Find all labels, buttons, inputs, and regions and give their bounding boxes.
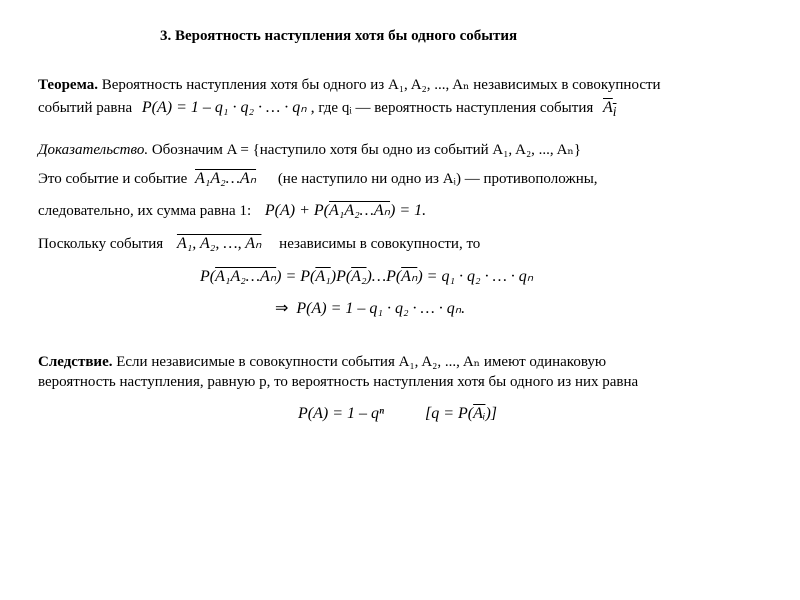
eq1-h: $\overline{A_n}$ — [401, 268, 418, 285]
theorem-event-symbol: A — [603, 99, 613, 116]
proof-text: Обозначим A = {наступило хотя бы одно из событий A₁, A₂, ..., Aₙ} — [151, 142, 582, 158]
proof-line4-formula: A₁, A₂, …, Aₙ — [176, 235, 262, 252]
theorem-event — [603, 99, 617, 120]
proof-line-4 — [38, 233, 480, 253]
proof-label: Доказательство. — [38, 142, 149, 158]
proof-line-1 — [38, 140, 581, 159]
eq1-b: A₁A₂…Aₙ — [215, 268, 277, 285]
eq1-g: )…P( — [366, 268, 402, 285]
proof-line-3 — [38, 200, 426, 220]
eq1-c: ) = P( — [276, 268, 316, 285]
eq1-d: A₁ — [315, 268, 331, 285]
eq1-f: A₂ — [351, 268, 367, 285]
proof-line4-part2: независимы в совокупности, то — [279, 236, 481, 252]
proof-line3-text: следовательно, их сумма равна 1: — [38, 203, 252, 219]
corollary-formula: P(A) = 1 – qⁿ — [298, 405, 385, 422]
proof-equation-2 — [275, 298, 465, 318]
section-title: 3. Вероятность наступления хотя бы одного события — [160, 28, 518, 44]
corollary-note — [425, 405, 497, 423]
proof-line3-formula — [265, 202, 426, 219]
corollary-line-2 — [38, 374, 638, 391]
theorem-formula: P(A) = 1 – q₁ · q₂ · … · qₙ , — [141, 99, 315, 116]
corollary-text-1: Если независимые в совокупности события A₁, A₂, ..., Aₙ имеют одинаковую — [116, 354, 607, 370]
theorem-text-2: событий равна — [38, 100, 133, 116]
proof-line3-formula-a: P(A) + P( — [264, 202, 329, 219]
corollary-note-c: )] — [485, 405, 497, 422]
theorem-label: Теорема. — [38, 77, 98, 93]
proof-line2-formula: A₁A₂…Aₙ — [195, 170, 257, 187]
proof-line-2 — [38, 168, 598, 188]
proof-equation-1 — [200, 266, 533, 286]
corollary-note-b: $\overline{Aᵢ}$ — [473, 405, 486, 422]
eq1-i: ) = q₁ · q₂ · … · qₙ — [417, 268, 534, 285]
eq1-a: P( — [200, 268, 216, 285]
corollary-note-a: [q = P( — [425, 405, 474, 422]
eq2: P(A) = 1 – q₁ · q₂ · … · qₙ. — [296, 300, 466, 317]
proof-line3-formula-c: ) = 1. — [390, 202, 427, 219]
proof-line4-part1: Поскольку события — [38, 236, 164, 252]
corollary-line-1 — [38, 352, 606, 371]
theorem-line-2 — [38, 97, 616, 120]
corollary-text-2: вероятность наступления, равную p, то вероятность наступления хотя бы одного из них равна — [38, 374, 639, 390]
eq1-e: )P( — [330, 268, 352, 285]
theorem-text-3: где qᵢ — вероятность наступления события — [318, 100, 594, 116]
corollary-label: Следствие. — [38, 354, 113, 370]
proof-line2-part1: Это событие и событие — [38, 171, 188, 187]
proof-line3-formula-b: A₁A₂…Aₙ — [329, 202, 391, 219]
theorem-line-1 — [38, 75, 661, 94]
theorem-event-index: i — [612, 104, 617, 120]
proof-line2-part2: (не наступило ни одно из Aᵢ) — противоположны, — [277, 171, 598, 187]
theorem-text-1: Вероятность наступления хотя бы одного из A₁, A₂, ..., Aₙ независимых в совокупности — [101, 77, 661, 93]
implies-icon: ⇒ — [275, 300, 289, 317]
